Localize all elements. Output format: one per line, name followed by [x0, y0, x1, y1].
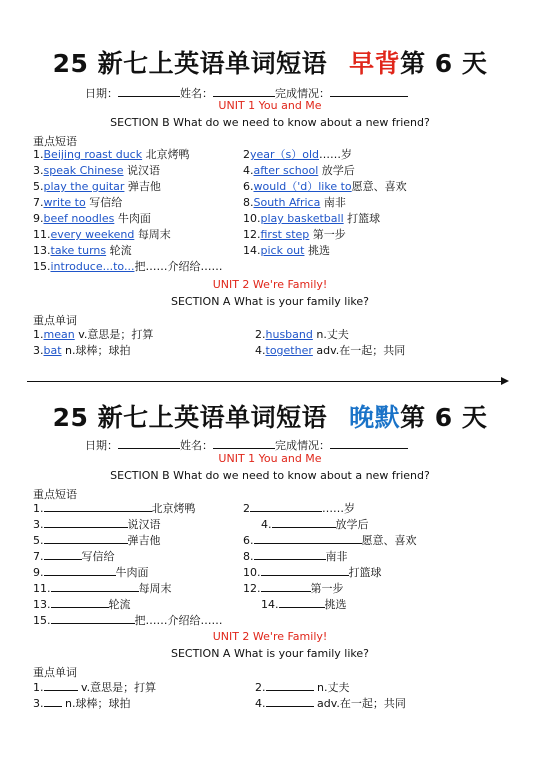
blank-word-item: 2. n.丈夫 [255, 681, 350, 694]
phrase-answer: first step [260, 228, 310, 241]
answer-blank[interactable] [266, 696, 314, 707]
name-blank[interactable] [213, 85, 275, 97]
phrase-item: 2year（s）old……岁 [243, 148, 353, 161]
answer-blank[interactable] [51, 613, 135, 624]
blank-word-item: 1. v.意思是；打算 [33, 681, 157, 694]
phrase-item: 12.first step 第一步 [243, 228, 346, 241]
phrase-answer: South Africa [253, 196, 321, 209]
answer-blank[interactable] [44, 549, 82, 560]
unit2-heading: UNIT 2 We're Family! [212, 630, 328, 643]
unit1-heading: UNIT 1 You and Me [218, 452, 322, 465]
blank-item: 11. 每周末 [33, 582, 172, 595]
phrase-item: 3.speak Chinese 说汉语 [33, 164, 161, 177]
word-item: 4.together adv.在一起；共同 [255, 344, 406, 357]
phrase-answer: pick out [260, 244, 305, 257]
title-accent: 早背 [349, 49, 401, 78]
answer-blank[interactable] [261, 565, 349, 576]
unit1-section: SECTION B What do we need to know about a new friend? [110, 116, 430, 129]
blank-item: 3. 说汉语 [33, 518, 161, 531]
unit2-heading: UNIT 2 We're Family! [212, 278, 328, 291]
name-label: 姓名： [180, 439, 213, 452]
phrase-answer: Beijing roast duck [43, 148, 143, 161]
phrase-item: 13.take turns 轮流 [33, 244, 132, 257]
answer-blank[interactable] [51, 597, 109, 608]
phrase-item: 7.write to 写信给 [33, 196, 123, 209]
phrase-item: 11.every weekend 每周末 [33, 228, 171, 241]
answer-blank[interactable] [51, 581, 139, 592]
unit1-heading: UNIT 1 You and Me [218, 99, 322, 112]
blank-item: 15. 把……介绍给…… [33, 614, 223, 627]
evening-sheet [0, 380, 540, 764]
blank-item: 14. 挑选 [261, 598, 347, 611]
answer-blank[interactable] [272, 517, 336, 528]
phrase-answer: play basketball [260, 212, 344, 225]
answer-blank[interactable] [44, 533, 128, 544]
phrase-item: 1.Beijing roast duck 北京烤鸭 [33, 148, 190, 161]
answer-blank[interactable] [250, 501, 322, 512]
title-tail: 第 6 天 [400, 403, 488, 432]
status-label: 完成情况： [275, 87, 330, 100]
phrase-item: 10.play basketball 打篮球 [243, 212, 381, 225]
phrase-item: 4.after school 放学后 [243, 164, 355, 177]
status-label: 完成情况： [275, 439, 330, 452]
answer-blank[interactable] [44, 680, 78, 691]
blank-item: 6. 愿意、喜欢 [243, 534, 417, 547]
answer-blank[interactable] [44, 565, 116, 576]
blank-item: 13. 轮流 [33, 598, 131, 611]
answer-blank[interactable] [254, 533, 362, 544]
word-answer: husband [265, 328, 313, 341]
phrase-item: 6.would（'d）like to愿意、喜欢 [243, 180, 407, 193]
word-item: 3.bat n.球棒；球拍 [33, 344, 131, 357]
answer-blank[interactable] [44, 696, 62, 707]
phrase-answer: every weekend [50, 228, 135, 241]
page-title [0, 44, 540, 80]
word-answer: together [265, 344, 313, 357]
unit2-section: SECTION A What is your family like? [170, 295, 370, 308]
phrase-answer: play the guitar [43, 180, 125, 193]
phrase-item: 8.South Africa 南非 [243, 196, 346, 209]
phrase-item: 15.introduce...to...把……介绍给…… [33, 260, 223, 273]
phrase-answer: speak Chinese [43, 164, 124, 177]
date-blank[interactable] [118, 85, 180, 97]
phrase-item: 5.play the guitar 弹吉他 [33, 180, 161, 193]
blank-item: 9. 牛肉面 [33, 566, 149, 579]
blank-word-item: 4. adv.在一起；共同 [255, 697, 406, 710]
status-blank[interactable] [330, 85, 408, 97]
title-accent: 晚默 [349, 403, 401, 432]
status-blank[interactable] [330, 437, 408, 449]
phrase-item: 14.pick out 挑选 [243, 244, 330, 257]
word-answer: mean [43, 328, 75, 341]
answer-blank[interactable] [279, 597, 325, 608]
name-blank[interactable] [213, 437, 275, 449]
word-answer: bat [43, 344, 62, 357]
blank-item: 8. 南非 [243, 550, 348, 563]
answer-blank[interactable] [261, 581, 311, 592]
unit1-section: SECTION B What do we need to know about a new friend? [110, 469, 430, 482]
phrases-label: 重点短语 [33, 135, 77, 148]
blank-item: 12. 第一步 [243, 582, 344, 595]
blank-item: 5. 弹吉他 [33, 534, 161, 547]
phrase-answer: after school [253, 164, 319, 177]
title-main: 25 新七上英语单词短语 [52, 49, 328, 78]
date-blank[interactable] [118, 437, 180, 449]
phrase-answer: take turns [50, 244, 107, 257]
form-line [85, 437, 408, 453]
blank-item: 4. 放学后 [261, 518, 369, 531]
answer-blank[interactable] [44, 501, 152, 512]
title-main: 25 新七上英语单词短语 [52, 403, 328, 432]
phrase-answer: write to [43, 196, 86, 209]
blank-word-item: 3. n.球棒；球拍 [33, 697, 131, 710]
page-title [0, 398, 540, 434]
date-label: 日期： [85, 87, 118, 100]
date-label: 日期： [85, 439, 118, 452]
phrase-answer: beef noodles [43, 212, 115, 225]
phrase-item: 9.beef noodles 牛肉面 [33, 212, 151, 225]
word-item: 1.mean v.意思是；打算 [33, 328, 154, 341]
word-item: 2.husband n.丈夫 [255, 328, 349, 341]
words-label: 重点单词 [33, 666, 77, 679]
title-tail: 第 6 天 [400, 49, 488, 78]
morning-sheet [0, 0, 540, 380]
name-label: 姓名： [180, 87, 213, 100]
blank-item: 2 ……岁 [243, 502, 355, 515]
answer-blank[interactable] [44, 517, 128, 528]
phrase-answer: year（s）old [250, 148, 320, 161]
blank-item: 1. 北京烤鸭 [33, 502, 196, 515]
unit2-section: SECTION A What is your family like? [170, 647, 370, 660]
phrase-answer: would（'d）like to [253, 180, 352, 193]
answer-blank[interactable] [254, 549, 326, 560]
answer-blank[interactable] [266, 680, 314, 691]
blank-item: 10. 打篮球 [243, 566, 382, 579]
phrase-answer: introduce...to... [50, 260, 135, 273]
words-label: 重点单词 [33, 314, 77, 327]
blank-item: 7. 写信给 [33, 550, 115, 563]
phrases-label: 重点短语 [33, 488, 77, 501]
